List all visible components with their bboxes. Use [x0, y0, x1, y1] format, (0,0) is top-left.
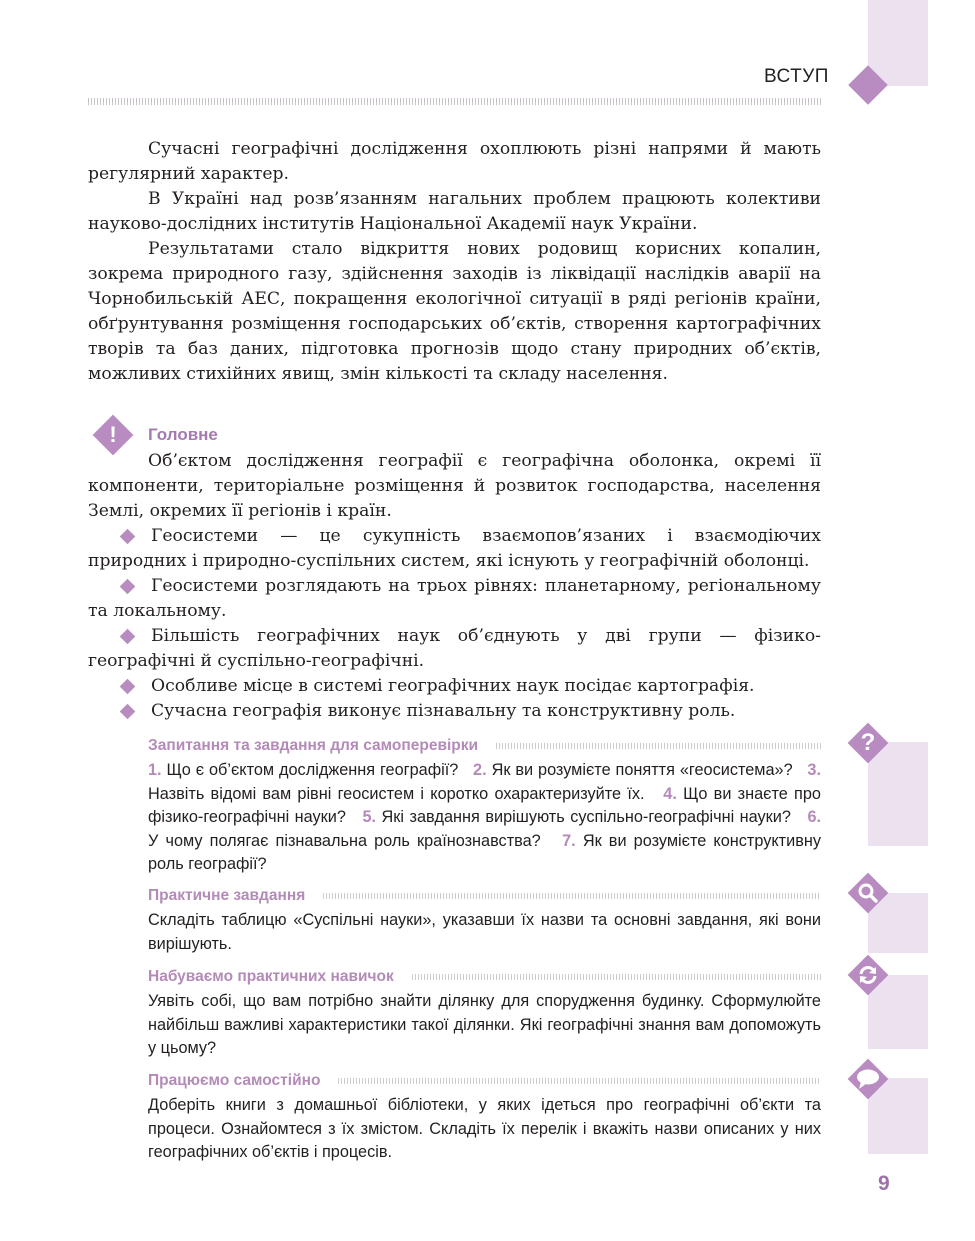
main-bullet-2: Геосистеми розглядають на трьох рівнях: планетарному, регіональному та локальному.	[88, 576, 821, 621]
bullet-diamond-icon	[120, 628, 136, 644]
questions-list: 1. Що є об’єктом дослідження географії? 2. Як ви розумієте поняття «геосистема»? 3. Назвіть відомі вам рівні геосистем і коротко охарактеризуйте їх. 4. Що ви знаєте про фізико-географічні науки? 5. Які завдання вирішують суспільно-географічні науки? 6. У чому полягає пізнавальна роль країнознавства? 7. Як ви розумієте конструктивну роль географії?	[148, 761, 822, 873]
questions-heading: Запитання та завдання для самоперевірки	[148, 737, 821, 755]
skills-text: Уявіть собі, що вам потрібно знайти ділянку для спорудження будинку. Сформулюйте найбільш важливі характеристики такої ділянки. Які географічні знання вам допоможуть у цьому?	[148, 992, 821, 1057]
independent-text: Доберіть книги з домашньої бібліотеки, у яких ідеться про географічні об’єкти та процеси. Ознайомтеся з їх змістом. Складіть їх перелік і вкажіть назви описаних у них географічних об’єктів і процесів.	[148, 1096, 821, 1161]
section-title: ВСТУП	[764, 66, 829, 87]
intro-paragraph-1: Сучасні географічні дослідження охоплюють різні напрями й мають регулярний характер.	[88, 139, 821, 184]
main-heading: Головне	[148, 425, 218, 444]
exclamation-icon: !	[93, 415, 133, 455]
header-divider	[88, 98, 821, 105]
bullet-diamond-icon	[120, 678, 136, 694]
bullet-diamond-icon	[120, 528, 136, 544]
main-text: Об’єктом дослідження географії є географічна оболонка, окремі її компоненти, територіальне розміщення й розвиток господарства, населення Землі, окремих її регіонів і країн.	[88, 451, 821, 521]
question-icon: ?	[848, 723, 888, 763]
skills-heading: Набуваємо практичних навичок	[148, 968, 821, 986]
bullet-diamond-icon	[120, 703, 136, 719]
page-number: 9	[878, 1172, 890, 1195]
main-bullet-1: Геосистеми — це сукупність взаємопов’язаних і взаємодіючих природних і природно-суспільних систем, які існують у географічній оболонці.	[88, 526, 821, 571]
practical-text: Складіть таблицю «Суспільні науки», указавши їх назви та основні завдання, які вони вирішують.	[148, 911, 821, 953]
main-bullet-3: Більшість географічних наук об’єднують у дві групи — фізико-географічні й суспільно-географічні.	[88, 626, 821, 671]
practical-heading: Практичне завдання	[148, 887, 821, 905]
magnifier-icon	[848, 873, 888, 913]
independent-heading: Працюємо самостійно	[148, 1072, 821, 1090]
bullet-diamond-icon	[120, 578, 136, 594]
intro-paragraph-3: Результатами стало відкриття нових родовищ корисних копалин, зокрема природного газу, здійснення заходів із ліквідації наслідків аварії на Чорнобильській АЕС, покращення екологічної ситуації в ряді регіонів країни, обґрунтування розміщення господарських об’єктів, створення картографічних творів та баз даних, підготовка прогнозів щодо стану природних об’єктів, можливих стихійних явищ, змін кількості та складу населення.	[88, 239, 821, 384]
main-bullet-4: Особливе місце в системі географічних наук посідає картографія.	[88, 674, 821, 699]
main-bullet-5: Сучасна географія виконує пізнавальну та конструктивну роль.	[88, 699, 821, 724]
speech-bubble-icon	[848, 1059, 888, 1099]
intro-paragraph-2: В Україні над розв’язанням нагальних проблем працюють колективи науково-дослідних інститутів Національної Академії наук України.	[88, 189, 821, 234]
margin-tab-top	[868, 0, 928, 86]
refresh-icon	[848, 955, 888, 995]
